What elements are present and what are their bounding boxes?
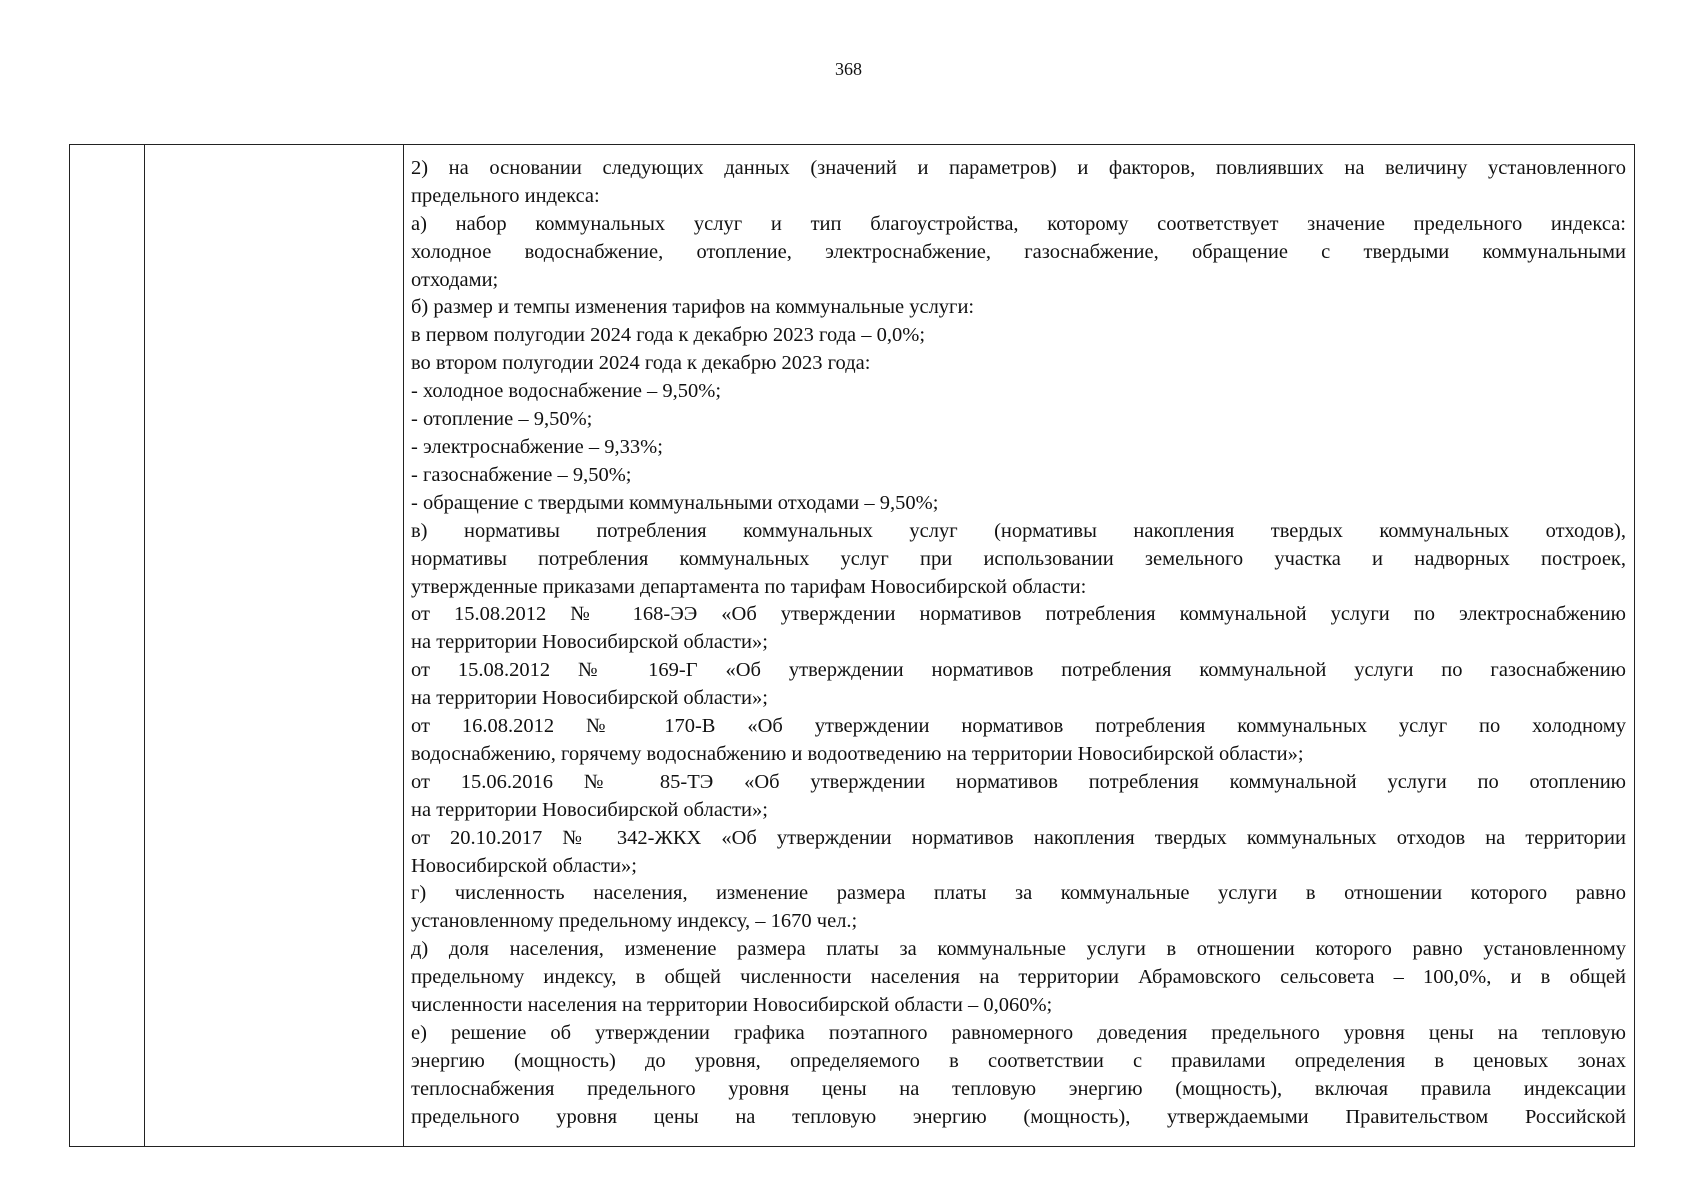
text-line: - электроснабжение – 9,33%; (411, 436, 663, 459)
text-line: д) доля населения, изменение размера платы за коммунальные услуги в отношении которого равно установленному (411, 938, 1626, 961)
text-line: - отопление – 9,50%; (411, 408, 593, 431)
text-line: теплоснабжения предельного уровня цены на тепловую энергию (мощность), включая правила индексации (411, 1077, 1626, 1100)
table-cell-number (70, 145, 145, 1147)
text-line: энергию (мощность) до уровня, определяемого в соответствии с правилами определения в ценовых зонах (411, 1049, 1626, 1072)
text-line: предельного индекса: (411, 184, 600, 207)
text-line: в первом полугодии 2024 года к декабрю 2023 года – 0,0%; (411, 324, 926, 347)
page-number: 368 (835, 59, 862, 79)
text-line: от 15.08.2012 № 169-Г «Об утверждении нормативов потребления коммунальной услуги по газоснабжению (411, 659, 1626, 682)
text-line: - холодное водоснабжение – 9,50%; (411, 380, 722, 403)
text-line: Новосибирской области»; (411, 854, 637, 877)
text-line: водоснабжению, горячему водоснабжению и водоотведению на территории Новосибирской области»; (411, 742, 1304, 765)
text-line: в) нормативы потребления коммунальных услуг (нормативы накопления твердых коммунальных отходов), (411, 519, 1626, 542)
text-line: от 20.10.2017 № 342-ЖКХ «Об утверждении нормативов накопления твердых коммунальных отходов на территории (411, 826, 1626, 849)
text-line: - газоснабжение – 9,50%; (411, 463, 632, 486)
text-line: установленному предельному индексу, – 1670 чел.; (411, 910, 858, 933)
text-line: 2) на основании следующих данных (значений и параметров) и факторов, повлиявших на величину установленного (411, 157, 1626, 179)
text-line: г) численность населения, изменение размера платы за коммунальные услуги в отношении которого равно (411, 882, 1626, 905)
text-line: на территории Новосибирской области»; (411, 631, 768, 654)
text-line: предельному индексу, в общей численности населения на территории Абрамовского сельсовета – 100,0%, и в общей (411, 966, 1626, 989)
text-line: от 15.06.2016 № 85-ТЭ «Об утверждении нормативов потребления коммунальной услуги по отоплению (411, 770, 1626, 793)
text-line: нормативы потребления коммунальных услуг при использовании земельного участка и надворных построек, (411, 547, 1626, 570)
table-cell-name (145, 145, 404, 1147)
text-line: на территории Новосибирской области»; (411, 798, 768, 821)
text-line: - обращение с твердыми коммунальными отходами – 9,50%; (411, 491, 939, 514)
text-line: а) набор коммунальных услуг и тип благоустройства, которому соответствует значение предельного индекса: (411, 212, 1626, 235)
text-line: б) размер и темпы изменения тарифов на коммунальные услуги: (411, 296, 975, 319)
content-text (411, 155, 1626, 1131)
text-line: утвержденные приказами департамента по тарифам Новосибирской области: (411, 575, 1087, 598)
table-row (70, 145, 1635, 1147)
text-line: от 16.08.2012 № 170-В «Об утверждении нормативов потребления коммунальных услуг по холодному (411, 715, 1626, 738)
text-line: численности населения на территории Новосибирской области – 0,060%; (411, 993, 1053, 1016)
text-line: от 15.08.2012 № 168-ЭЭ «Об утверждении нормативов потребления коммунальной услуги по электроснабжению (411, 603, 1626, 626)
document-table (69, 144, 1635, 1147)
table-cell-content (404, 145, 1635, 1147)
text-line: предельного уровня цены на тепловую энергию (мощность), утверждаемыми Правительством Российской (411, 1105, 1626, 1128)
text-line: е) решение об утверждении графика поэтапного равномерного доведения предельного уровня цены на тепловую (411, 1021, 1626, 1044)
text-line: на территории Новосибирской области»; (411, 687, 768, 710)
text-line: холодное водоснабжение, отопление, электроснабжение, газоснабжение, обращение с твердыми коммунальными (411, 240, 1626, 263)
text-line: во втором полугодии 2024 года к декабрю 2023 года: (411, 352, 871, 375)
text-line: отходами; (411, 268, 499, 291)
